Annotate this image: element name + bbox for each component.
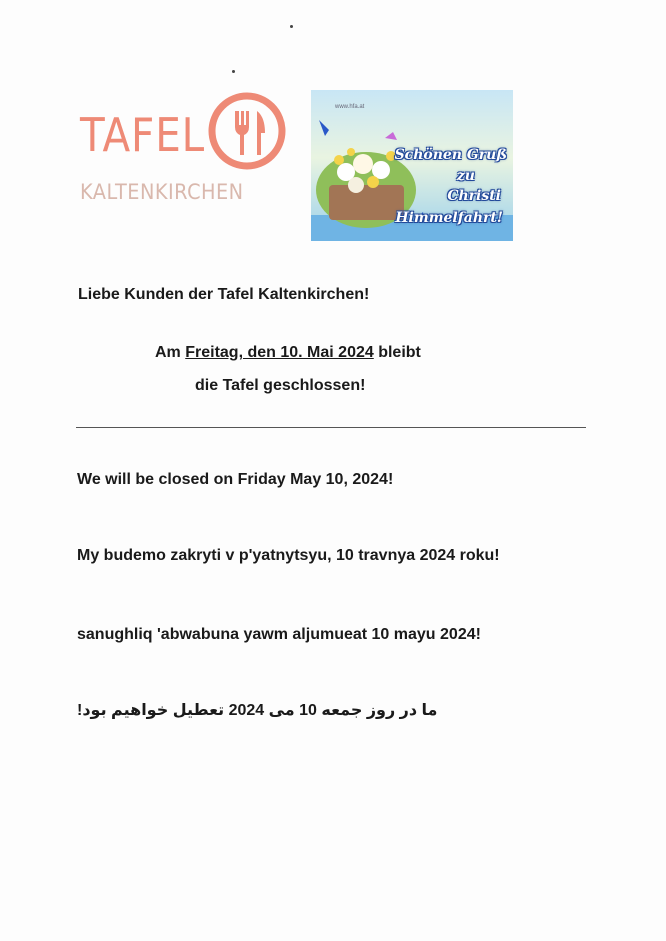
greeting-line-2: zu <box>456 168 475 184</box>
closure-date: Freitag, den 10. Mai 2024 <box>185 344 374 361</box>
closure-line-2: die Tafel geschlossen! <box>195 377 366 394</box>
customer-greeting: Liebe Kunden der Tafel Kaltenkirchen! <box>78 286 370 303</box>
divider-line <box>76 427 586 428</box>
greeting-image <box>311 90 513 241</box>
english-notice: We will be closed on Friday May 10, 2024! <box>77 471 394 488</box>
greeting-line-1: Schönen Gruß <box>394 147 507 163</box>
logo-title: TAFEL <box>80 108 206 162</box>
paper-speck <box>290 25 293 28</box>
logo-location: KALTENKIRCHEN <box>80 180 244 204</box>
greeting-line-3: Christi <box>447 188 501 204</box>
ukrainian-notice: My budemo zakryti v p'yatnytsyu, 10 travnya 2024 roku! <box>77 547 500 564</box>
closure-line-1 <box>155 344 421 362</box>
closure-prefix: Am <box>155 344 186 361</box>
fork-knife-icon <box>207 91 287 171</box>
image-url-text: www.hfa.at <box>335 104 365 110</box>
closure-suffix: bleibt <box>373 344 421 361</box>
paper-speck <box>232 70 235 73</box>
arabic-notice: sanughliq 'abwabuna yawm aljumueat 10 mayu 2024! <box>77 626 481 643</box>
persian-notice: ما در روز جمعه 10 می 2024 تعطیل خواهیم بود! <box>77 702 438 719</box>
greeting-line-4: Himmelfahrt! <box>395 210 503 226</box>
